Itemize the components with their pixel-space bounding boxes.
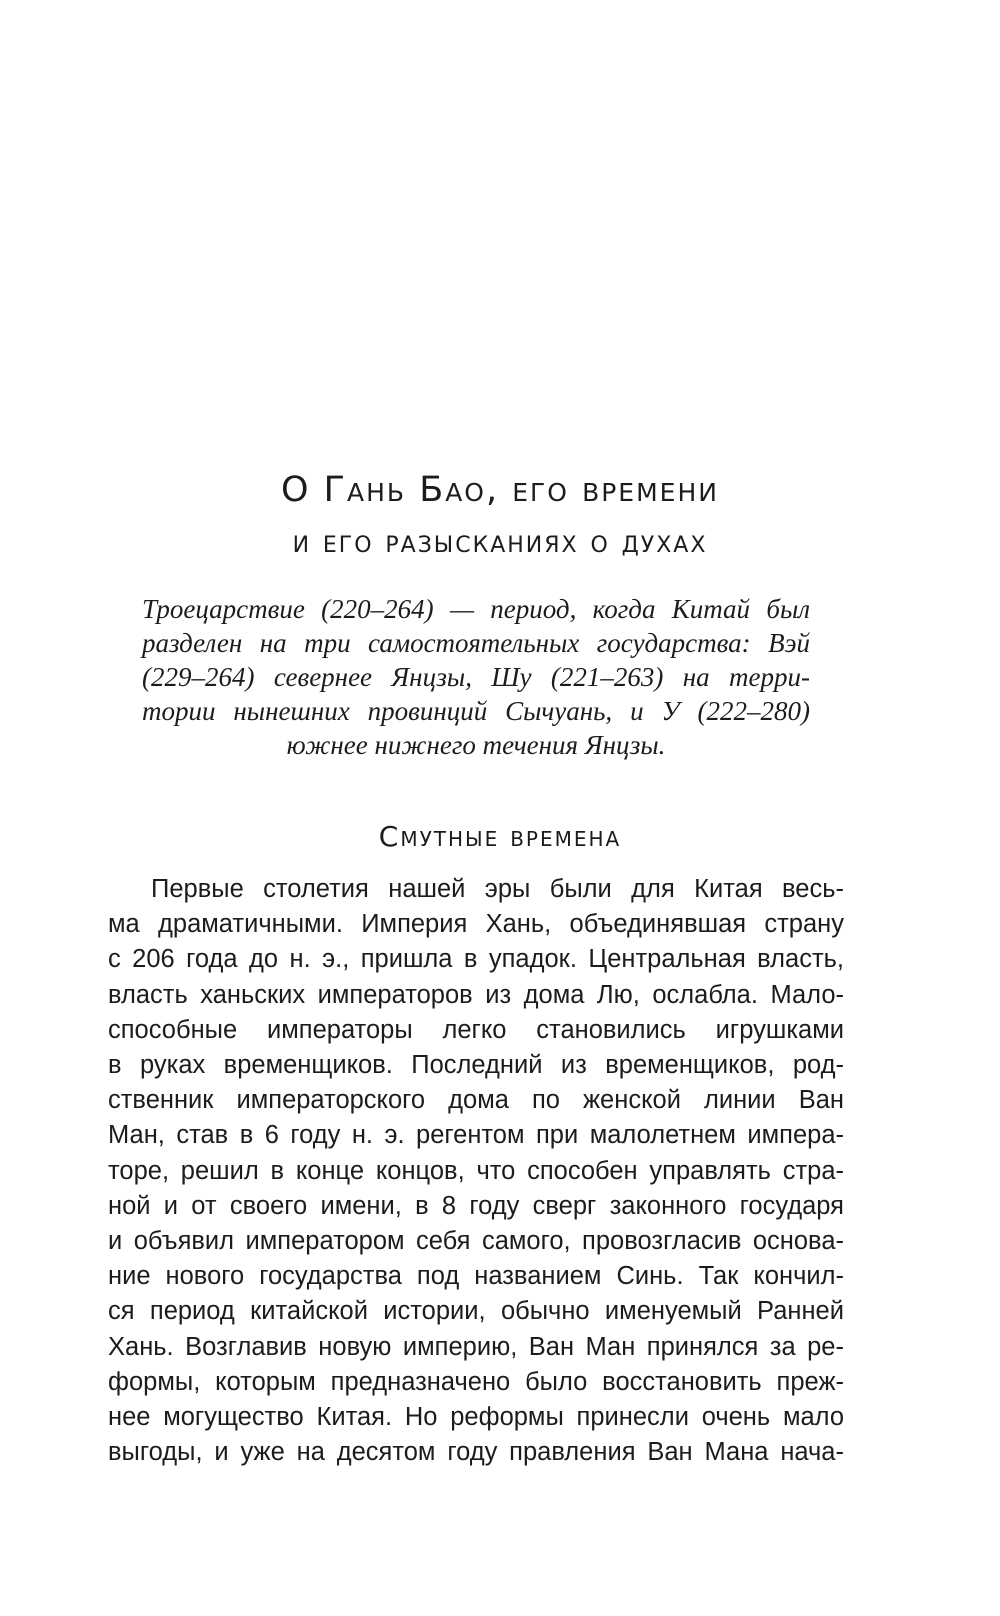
body-line: власть ханьских императоров из дома Лю, ослабла. Мало- xyxy=(108,980,844,1009)
body-paragraph xyxy=(108,872,844,1470)
epigraph-line: южнее нижнего течения Янцзы. xyxy=(286,730,666,760)
body-line: ма драматичными. Империя Хань, объединявшая страну xyxy=(108,910,844,939)
body-line: выгоды, и уже на десятом году правления Ван Мана нача- xyxy=(108,1438,844,1467)
body-line: ся период китайской истории, обычно именуемый Ранней xyxy=(108,1297,844,1326)
body-line: Первые столетия нашей эры были для Китая весь- xyxy=(151,875,844,903)
body-line: ной и от своего имени, в 8 году сверг законного государя xyxy=(108,1191,844,1220)
body-line: Ман, став в 6 году н. э. регентом при малолетнем импера- xyxy=(108,1121,844,1150)
body-line: способные императоры легко становились игрушками xyxy=(108,1015,844,1044)
epigraph xyxy=(142,592,810,762)
chapter-title-line-1: О Гань Бао, его времени xyxy=(281,470,719,510)
body-line: и объявил императором себя самого, провозгласив основа- xyxy=(108,1227,844,1256)
body-line: Хань. Возглавив новую империю, Ван Ман принялся за ре- xyxy=(108,1332,844,1361)
body-line: ние нового государства под названием Синь. Так кончил- xyxy=(108,1262,844,1291)
epigraph-line: тории нынешних провинций Сычуань, и У (222–280) xyxy=(142,696,810,726)
body-line: формы, которым предназначено было восстановить преж- xyxy=(108,1367,844,1396)
body-line: торе, решил в конце концов, что способен управлять стра- xyxy=(108,1156,844,1185)
chapter-title-line-2: и его разысканиях о духах xyxy=(292,524,708,560)
body-line: в руках временщиков. Последний из временщиков, род- xyxy=(108,1051,844,1080)
epigraph-line: Троецарствие (220–264) — период, когда Китай был xyxy=(142,594,810,624)
epigraph-line: разделен на три самостоятельных государства: Вэй xyxy=(142,628,810,658)
body-line: с 206 года до н. э., пришла в упадок. Центральная власть, xyxy=(108,945,844,974)
epigraph-line: (229–264) севернее Янцзы, Шу (221–263) на терри- xyxy=(142,662,810,692)
section-title: Смутные времена xyxy=(378,820,622,853)
body-line: нее могущество Китая. Но реформы принесли очень мало xyxy=(108,1403,844,1432)
body-line: ственник императорского дома по женской линии Ван xyxy=(108,1086,844,1115)
